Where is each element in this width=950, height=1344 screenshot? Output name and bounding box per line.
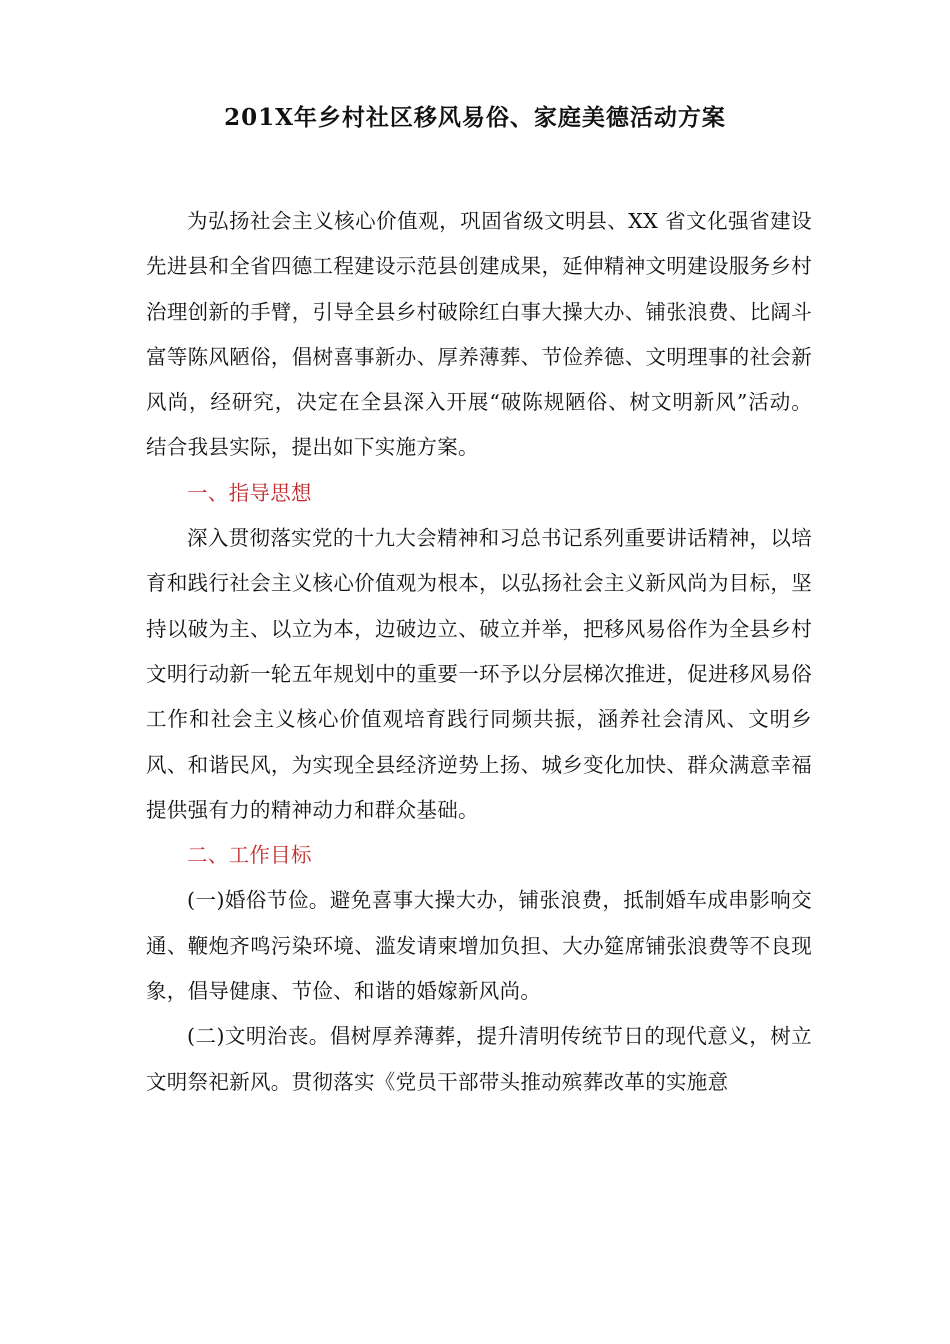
document-title: 201X年乡村社区移风易俗、家庭美德活动方案 [224, 104, 726, 131]
document-body [146, 199, 812, 1105]
intro-paragraph: 为弘扬社会主义核心价值观，巩固省级文明县、XX 省文化强省建设先进县和全省四德工程建设示范县创建成果，延伸精神文明建设服务乡村治理创新的手臂，引导全县乡村破除红白事大操大办、铺张浪费、比阔斗富等陈风陋俗，倡树喜事新办、厚养薄葬、节俭养德、文明理事的社会新风尚，经研究，决定在全县深入开展“破陈规陋俗、树文明新风”活动。结合我县实际，提出如下实施方案。 [146, 209, 812, 460]
goal-item-marriage-frugality: (一)婚俗节俭。避免喜事大操大办，铺张浪费，抵制婚车成串影响交通、鞭炮齐鸣污染环境、滥发请柬增加负担、大办筵席铺张浪费等不良现象，倡导健康、节俭、和谐的婚嫁新风尚。 [146, 888, 812, 1004]
guiding-ideology-paragraph: 深入贯彻落实党的十九大会精神和习总书记系列重要讲话精神，以培育和践行社会主义核心价值观为根本，以弘扬社会主义新风尚为目标，坚持以破为主、以立为本，边破边立、破立并举，把移风易俗作为全县乡村文明行动新一轮五年规划中的重要一环予以分层梯次推进，促进移风易俗工作和社会主义核心价值观培育践行同频共振，涵养社会清风、文明乡风、和谐民风，为实现全县经济逆势上扬、城乡变化加快、群众满意幸福提供强有力的精神动力和群众基础。 [146, 526, 812, 822]
section-heading-guiding-ideology: 一、指导思想 [187, 480, 312, 505]
section-heading-work-goals: 二、工作目标 [187, 843, 312, 868]
goal-item-civilized-funeral: (二)文明治丧。倡树厚养薄葬，提升清明传统节日的现代意义，树立文明祭祀新风。贯彻落实《党员干部带头推动殡葬改革的实施意 [146, 1024, 812, 1094]
